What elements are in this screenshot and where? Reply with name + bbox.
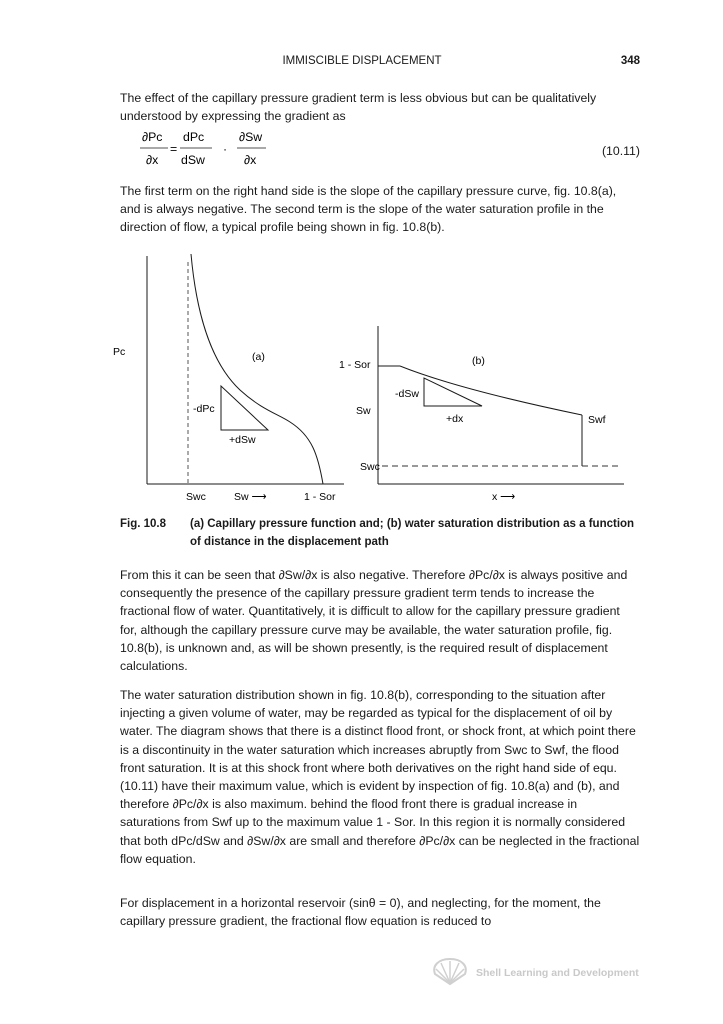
eq-lhs-denominator: ∂x xyxy=(146,153,159,167)
eq-lhs-numerator: ∂Pc xyxy=(142,130,163,144)
paragraph-1: The effect of the capillary pressure gradient term is less obvious but can be qualitatively understood by expressing the gradient as xyxy=(120,91,597,124)
panel-a-x-tick-1-sor: 1 - Sor xyxy=(304,491,336,503)
panel-a-y-label: Pc xyxy=(113,346,126,358)
panel-b-y-tick-sw: Sw xyxy=(356,405,371,417)
water-saturation-profile xyxy=(400,366,582,415)
equation-10-11 xyxy=(120,128,640,174)
paragraph-5: For displacement in a horizontal reservoir (sinθ = 0), and neglecting, for the moment, the capillary pressure gradient, the fractional flow equation is reduced to xyxy=(120,896,601,929)
paragraph-3: From this it can be seen that ∂Sw/∂x is also negative. Therefore ∂Pc/∂x is always positive and consequently the presence of the capillary pressure gradient term tends to increase the fractional flow of water. Quantitatively, it is difficult to allow for the capillary pressure gradient for, although the capillary pressure curve may be available, the water saturation profile, fig. 10.8(b), is unknown and, as will be shown presently, is the required result of displacement calculations. xyxy=(120,568,628,674)
figure-10-8 xyxy=(0,250,723,510)
panel-b-label: (b) xyxy=(472,355,485,367)
caption-label: Fig. 10.8 xyxy=(120,518,167,530)
panel-a xyxy=(113,254,344,503)
eq-dot: · xyxy=(223,142,228,156)
panel-a-slope-triangle xyxy=(221,386,268,430)
panel-b-swf-label: Swf xyxy=(588,414,606,426)
eq-rhs-denominator: ∂x xyxy=(244,153,257,167)
eq-equals-sign: = xyxy=(170,142,178,156)
panel-a-plus-dsw-label: +dSw xyxy=(229,434,256,446)
eq-mid-numerator: dPc xyxy=(183,130,205,144)
panel-b-y-tick-swc: Swc xyxy=(360,461,380,473)
page-number: 348 xyxy=(620,55,640,67)
equation-fractions xyxy=(120,128,320,174)
panel-a-label: (a) xyxy=(252,351,265,363)
eq-mid-denominator: dSw xyxy=(181,153,205,167)
shell-logo-icon xyxy=(430,956,470,986)
footer-text: Shell Learning and Development xyxy=(476,967,639,979)
panel-b-x-label: x ⟶ xyxy=(492,491,516,503)
panel-b-slope-triangle xyxy=(424,378,482,406)
equation-number: (10.11) xyxy=(601,144,640,158)
panel-a-x-tick-swc: Swc xyxy=(186,491,206,503)
capillary-pressure-curve xyxy=(191,254,323,484)
panel-b xyxy=(339,326,624,503)
paragraph-2: The first term on the right hand side is the slope of the capillary pressure curve, fig. 10.8(a), and is always negative. The second term is the slope of the water saturation profile in the direction of flow, a typical profile being shown in fig. 10.8(b). xyxy=(120,184,617,235)
panel-a-minus-dpc-label: -dPc xyxy=(193,403,215,415)
eq-rhs-numerator: ∂Sw xyxy=(239,130,263,144)
panel-b-plus-dx-label: +dx xyxy=(446,413,464,425)
panel-a-x-tick-sw: Sw ⟶ xyxy=(234,491,267,503)
running-header: IMMISCIBLE DISPLACEMENT xyxy=(282,55,442,67)
paragraph-4: The water saturation distribution shown in fig. 10.8(b), corresponding to the situation after injecting a given volume of water, may be regarded as typical for the displacement of oil by water. The diagram shows that there is a distinct flood front, or shock front, at which point there is a discontinuity in the water saturation which increases abruptly from Swc to Swf, the flood front saturation. It is at this shock front where both derivatives on the right hand side of equ. (10.11) have their maximum value, which is evident by inspection of fig. 10.8(a) and (b), and therefore ∂Pc/∂x is also maximum. behind the flood front there is gradual increase in saturations from Swf up to the maximum value 1 - Sor. In this region it is normally considered that both dPc/dSw and ∂Sw/∂x are small and therefore ∂Pc/∂x can be neglected in the fractional flow equation. xyxy=(120,688,640,866)
caption-text: (a) Capillary pressure function and; (b) water saturation distribution as a function of distance in the displacement path xyxy=(190,518,635,548)
panel-b-y-tick-1-sor: 1 - Sor xyxy=(339,359,371,371)
panel-b-minus-dsw-label: -dSw xyxy=(395,388,419,400)
